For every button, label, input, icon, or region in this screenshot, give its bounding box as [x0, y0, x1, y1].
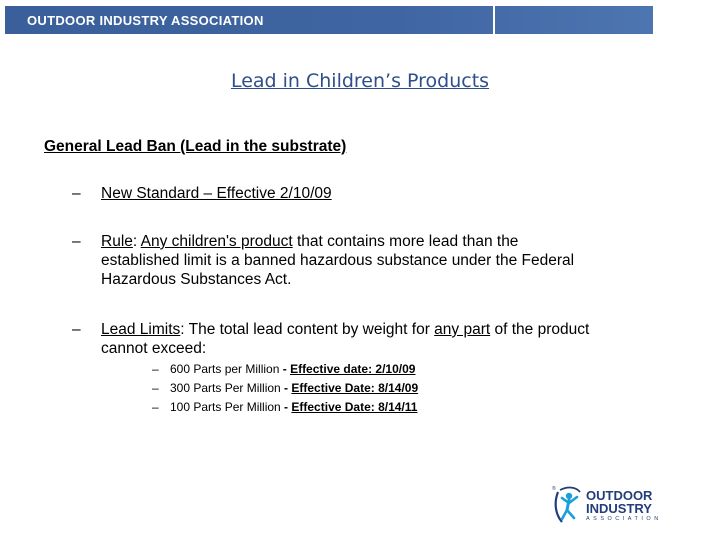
registered-mark: ® [552, 486, 556, 492]
rule-line-1-rest: that contains more lead than the [292, 233, 519, 250]
bullet-body [101, 232, 574, 289]
limits-line-1-rest: of the product [490, 321, 590, 338]
sub-text: 600 Parts per Million [170, 362, 280, 376]
sub-dash: – [152, 400, 159, 414]
sub-sep: - [280, 400, 292, 414]
logo-line-3: ASSOCIATION [586, 516, 662, 522]
rule-link: Any children's product [140, 233, 293, 250]
bullet-dash: – [72, 321, 81, 338]
sub-dash: – [152, 381, 159, 395]
rule-label: Rule [101, 233, 133, 250]
limits-pre: The total lead content by weight for [184, 321, 435, 338]
header-bar [5, 6, 653, 34]
person-figure-icon [552, 484, 586, 526]
sub-bullet-100 [152, 398, 552, 417]
sub-body [170, 398, 417, 417]
sub-body [170, 360, 415, 379]
limits-link: any part [434, 321, 491, 338]
sub-bullet-300 [152, 379, 552, 398]
bullet-line-1 [101, 232, 574, 251]
sub-effective: Effective Date: 8/14/09 [291, 381, 419, 395]
oia-logo [552, 484, 692, 526]
rule-sep: : [132, 233, 138, 250]
bullet-text: New Standard – Effective 2/10/09 [101, 185, 332, 202]
sub-text: 300 Parts Per Million [170, 381, 281, 395]
sub-dash: – [152, 362, 159, 376]
rule-line-3: Hazardous Substances Act. [101, 271, 292, 288]
sub-effective: Effective Date: 8/14/11 [291, 400, 418, 414]
sub-effective: Effective date: 2/10/09 [290, 362, 416, 376]
bullet-dash: – [72, 233, 81, 250]
bullet-body [101, 320, 589, 358]
logo-line-2: INDUSTRY [586, 501, 652, 516]
limits-line-2: cannot exceed: [101, 340, 207, 357]
bullet-rule [72, 232, 692, 292]
sub-body [170, 379, 418, 398]
header-separator [493, 6, 495, 34]
rule-line-2: established limit is a banned hazardous substance under the Federal [101, 252, 575, 269]
logo-line-1: OUTDOOR [586, 488, 653, 503]
bullet-new-standard [72, 184, 692, 204]
limits-label: Lead Limits [101, 321, 181, 338]
sub-bullet-600 [152, 360, 552, 379]
sub-sep: - [279, 362, 291, 376]
header-brand: OUTDOOR INDUSTRY ASSOCIATION [27, 13, 264, 28]
bullet-dash: – [72, 185, 81, 202]
sub-text: 100 Parts Per Million [170, 400, 281, 414]
slide-title: Lead in Children’s Products [230, 70, 490, 92]
limits-sep: : [180, 321, 185, 338]
bullet-line-1 [101, 320, 589, 339]
section-heading: General Lead Ban (Lead in the substrate) [44, 138, 347, 155]
bullet-lead-limits [72, 320, 692, 360]
sub-sep: - [280, 381, 292, 395]
logo-words [586, 489, 652, 515]
